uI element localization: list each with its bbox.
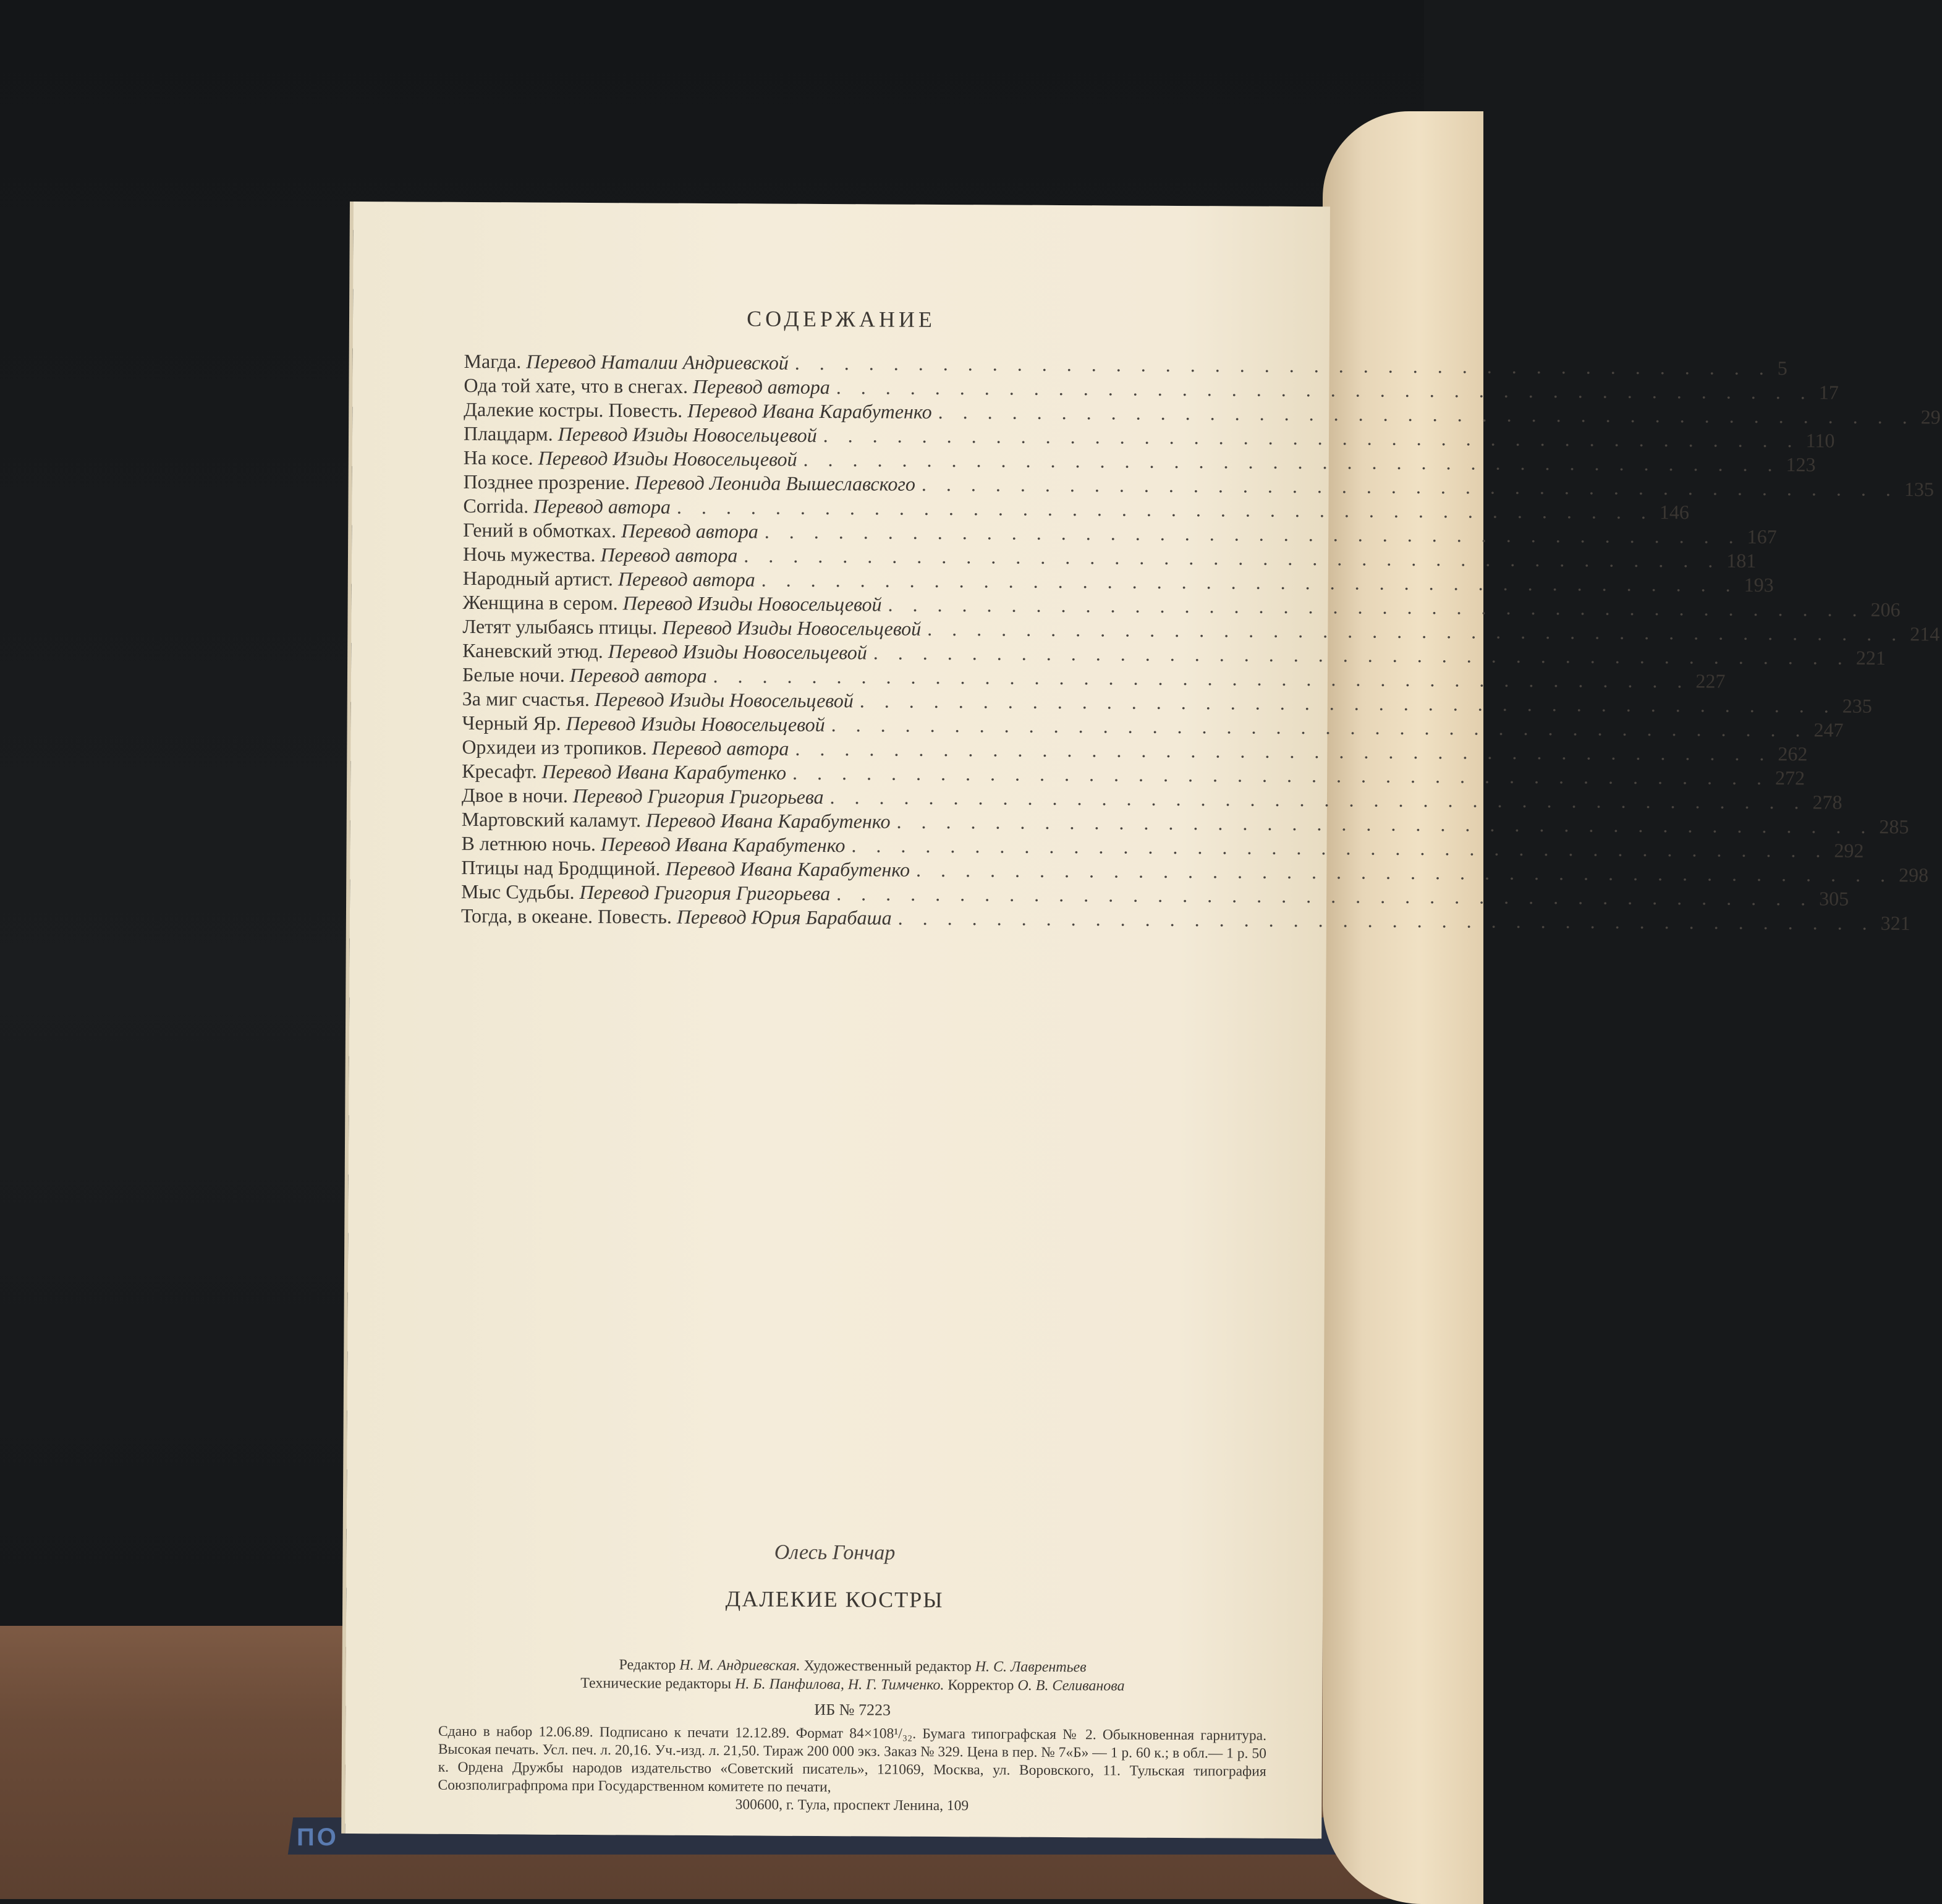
toc-work-title: Гений в обмотках.: [463, 518, 617, 542]
toc-leader-dots: . . . . . . . . . . . . . . . . . . . . . . . . . . . . . . . . . . . . . . . .: [921, 472, 1898, 501]
toc-page-number: 181: [1726, 549, 1757, 572]
toc-translator: Перевод автора: [617, 567, 755, 591]
toc-leader-dots: . . . . . . . . . . . . . . . . . . . . . . . . . . . . . . . . . . . . . . . .: [829, 786, 1807, 814]
editor-name: Н. М. Андриевская.: [679, 1657, 800, 1674]
toc-entry-title: [464, 446, 797, 472]
toc-entry: [463, 470, 1934, 501]
toc-entry-title: [463, 494, 671, 519]
toc-page-number: 292: [1834, 839, 1864, 862]
toc-entry: [461, 856, 1929, 886]
toc-page-number: 321: [1880, 911, 1910, 935]
toc-page-number: 193: [1744, 573, 1774, 597]
toc-leader-dots: . . . . . . . . . . . . . . . . . . . . . . . . . . . . . . . . . . . . . . . .: [744, 544, 1721, 572]
toc-translator: Перевод автора: [651, 736, 789, 760]
toc-entry: [462, 711, 1844, 741]
toc-entry: [463, 518, 1777, 548]
toc-work-title: Далекие костры. Повесть.: [464, 397, 683, 422]
toc-leader-dots: . . . . . . . . . . . . . . . . . . . . . . . . . . . . . . . . . . . . . . . .: [915, 858, 1893, 886]
toc-work-title: Орхидеи из тропиков.: [462, 735, 647, 759]
toc-leader-dots: . . . . . . . . . . . . . . . . . . . . . . . . . . . . . . . . . . . . . . . .: [676, 495, 1653, 524]
toc-leader-dots: . . . . . . . . . . . . . . . . . . . . . . . . . . . . . . . . . . . . . . . .: [761, 568, 1738, 596]
toc-work-title: На косе.: [463, 446, 533, 469]
toc-work-title: Белые ночи.: [462, 663, 565, 686]
toc-translator: Перевод Изиды Новосельцевой: [622, 592, 882, 616]
toc-page-number: 247: [1813, 718, 1844, 741]
toc-entry: [463, 446, 1816, 476]
toc-leader-dots: . . . . . . . . . . . . . . . . . . . . . . . . . . . . . . . . . . . . . . . .: [851, 834, 1828, 862]
art-editor-label: Художественный редактор: [804, 1657, 972, 1675]
colophon-title: ДАЛЕКИЕ КОСТРЫ: [725, 1586, 944, 1613]
toc-translator: Перевод Наталии Андриевской: [526, 350, 789, 374]
toc-work-title: Мыс Судьбы.: [461, 880, 575, 903]
toc-work-title: За миг счастья.: [462, 687, 590, 711]
tech-editors-label: Технические редакторы: [580, 1675, 732, 1693]
toc-entry-title: [463, 542, 738, 567]
toc-page-number: 110: [1805, 429, 1835, 452]
toc-work-title: Corrida.: [463, 494, 529, 517]
toc-entry: [464, 349, 1787, 380]
toc-page-number: 146: [1659, 501, 1689, 524]
toc-entry: [462, 687, 1872, 717]
toc-page-number: 221: [1855, 646, 1886, 669]
corrector-label: Корректор: [948, 1677, 1014, 1694]
toc-leader-dots: . . . . . . . . . . . . . . . . . . . . . . . . . . . . . . . . . . . . . . . .: [938, 400, 1915, 428]
toc-translator: Перевод автора: [533, 495, 671, 518]
toc-page-number: 29: [1920, 406, 1941, 428]
toc-translator: Перевод Изиды Новосельцевой: [662, 616, 922, 640]
toc-entry-title: [462, 783, 824, 809]
toc-work-title: Позднее прозрение.: [463, 470, 630, 494]
toc-work-title: Кресафт.: [462, 759, 537, 783]
toc-entry-title: [462, 711, 825, 737]
toc-work-title: Черный Яр.: [462, 711, 561, 734]
tech-editors-line: [438, 1673, 1266, 1696]
toc-translator: Перевод Ивана Карабутенко: [541, 760, 787, 784]
toc-entry-title: [461, 856, 910, 882]
toc-page-number: 123: [1786, 453, 1816, 476]
toc-page-number: 305: [1819, 887, 1849, 910]
toc-entry-title: [463, 590, 882, 617]
toc-leader-dots: . . . . . . . . . . . . . . . . . . . . . . . . . . . . . . . . . . . . . . . .: [897, 906, 1875, 934]
colophon-author: Олесь Гончар: [774, 1541, 896, 1565]
toc-page-number: 262: [1778, 742, 1808, 765]
toc-entry: [462, 759, 1805, 789]
toc-entry-title: [462, 759, 786, 785]
toc-entry-title: [464, 373, 830, 399]
toc-page-number: 135: [1904, 478, 1934, 501]
toc-page-number: 17: [1818, 381, 1839, 404]
toc-leader-dots: . . . . . . . . . . . . . . . . . . . . . . . . . . . . . . . . . . . . . . . .: [794, 351, 1771, 380]
toc-leader-dots: . . . . . . . . . . . . . . . . . . . . . . . . . . . . . . . . . . . . . . . .: [873, 641, 1850, 669]
toc-page-number: 227: [1695, 669, 1726, 692]
book-cover-lettering: ПО: [297, 1824, 339, 1851]
toc-page-number: 235: [1842, 694, 1872, 717]
toc-translator: Перевод Изиды Новосельцевой: [608, 640, 867, 664]
toc-page-number: 5: [1777, 357, 1787, 380]
toc-entry: [464, 397, 1941, 428]
toc-entry: [462, 663, 1726, 692]
toc-work-title: Птицы над Бродщиной.: [461, 856, 661, 880]
toc-page-number: 285: [1879, 815, 1909, 838]
toc-entry-title: [462, 735, 789, 761]
toc-work-title: Каневский этюд.: [462, 639, 603, 663]
toc-entry-title: [464, 349, 789, 375]
toc-translator: Перевод Леонида Вышеславского: [634, 471, 915, 495]
toc-translator: Перевод Изиды Новосельцевой: [558, 422, 817, 446]
toc-work-title: Ночь мужества.: [462, 542, 596, 566]
toc-page-number: 214: [1910, 623, 1940, 645]
toc-translator: Перевод Ивана Карабутенко: [687, 399, 932, 423]
toc-work-title: Летят улыбаясь птицы.: [462, 614, 658, 639]
toc-translator: Перевод Ивана Карабутенко: [645, 809, 891, 833]
toc-entry-title: [462, 687, 854, 713]
toc-work-title: Ода той хате, что в снегах.: [464, 373, 689, 397]
toc-entry: [462, 614, 1940, 645]
toc-entry-title: [461, 880, 830, 906]
toc-work-title: Магда.: [464, 349, 522, 373]
toc-entry: [463, 422, 1835, 452]
toc-entry: [461, 783, 1842, 814]
toc-entry: [461, 831, 1864, 862]
toc-leader-dots: . . . . . . . . . . . . . . . . . . . . . . . . . . . . . . . . . . . . . . . .: [795, 737, 1772, 765]
toc-page-number: 278: [1812, 791, 1842, 814]
toc-work-title: В летнюю ночь.: [461, 831, 596, 856]
toc-leader-dots: . . . . . . . . . . . . . . . . . . . . . . . . . . . . . . . . . . . . . . . .: [888, 593, 1865, 621]
toc-entry-title: [463, 518, 758, 543]
toc-leader-dots: . . . . . . . . . . . . . . . . . . . . . . . . . . . . . . . . . . . . . . . .: [713, 665, 1690, 692]
toc-entry-title: [462, 807, 891, 834]
toc-entry-title: [463, 566, 755, 592]
toc-leader-dots: . . . . . . . . . . . . . . . . . . . . . . . . . . . . . . . . . . . . . . . .: [803, 448, 1780, 476]
toc-entry-title: [464, 422, 817, 448]
toc-entry-title: [461, 904, 892, 930]
toc-leader-dots: . . . . . . . . . . . . . . . . . . . . . . . . . . . . . . . . . . . . . . . .: [927, 617, 1904, 645]
toc-translator: Перевод Ивана Карабутенко: [665, 857, 910, 881]
toc-leader-dots: . . . . . . . . . . . . . . . . . . . . . . . . . . . . . . . . . . . . . . . .: [859, 689, 1836, 717]
editor-label: Редактор: [619, 1657, 676, 1673]
toc-translator: Перевод Ивана Карабутенко: [600, 833, 846, 857]
toc-work-title: Мартовский каламут.: [461, 807, 642, 831]
ib-number: ИБ № 7223: [814, 1700, 891, 1719]
imprint-address: 300600, г. Тула, проспект Ленина, 109: [735, 1796, 969, 1814]
toc-translator: Перевод автора: [569, 663, 707, 687]
corrector-name: О. В. Селиванова: [1017, 1677, 1125, 1694]
toc-entry: [462, 735, 1808, 765]
toc-translator: Перевод Изиды Новосельцевой: [566, 712, 825, 736]
toc-leader-dots: . . . . . . . . . . . . . . . . . . . . . . . . . . . . . . . . . . . . . . . .: [823, 423, 1800, 452]
table-of-contents: [460, 349, 1941, 935]
toc-page-number: 272: [1775, 767, 1805, 789]
book-page: [345, 202, 1941, 1838]
toc-entry: [462, 639, 1886, 669]
toc-entry: [463, 494, 1689, 524]
toc-work-title: Двое в ночи.: [461, 783, 569, 807]
toc-leader-dots: . . . . . . . . . . . . . . . . . . . . . . . . . . . . . . . . . . . . . . . .: [831, 713, 1808, 741]
toc-translator: Перевод автора: [621, 519, 758, 543]
toc-work-title: Плацдарм.: [463, 422, 553, 445]
toc-translator: Перевод Изиды Новосельцевой: [594, 688, 854, 712]
toc-entry-title: [462, 663, 707, 688]
toc-work-title: Народный артист.: [462, 566, 613, 590]
toc-page-number: 167: [1747, 525, 1777, 548]
imprint-text: Сдано в набор 12.06.89. Подписано к печати 12.12.89. Формат 84×108¹/₃₂. Бумага типографская № 2. Обыкновенная гарнитура. Высокая печать. Усл. печ. л. 20,16. Уч.-изд. л. 21,50. Тираж 200 000 экз. Заказ № 329. Цена в пер. № 7«Б» — 1 р. 60 к.; в обл.— 1 р. 50 к. Ордена Дружбы народов издательство «Советский писатель», 121069, Москва, ул. Воровского, 11. Тульская типография Союзполиграфпрома при Государственном комитете по печати,: [438, 1723, 1267, 1796]
toc-heading: СОДЕРЖАНИЕ: [747, 306, 936, 332]
toc-entry: [462, 566, 1774, 597]
toc-entry: [461, 880, 1849, 910]
toc-leader-dots: . . . . . . . . . . . . . . . . . . . . . . . . . . . . . . . . . . . . . . . .: [764, 520, 1741, 548]
toc-translator: Перевод Изиды Новосельцевой: [538, 446, 797, 470]
toc-leader-dots: . . . . . . . . . . . . . . . . . . . . . . . . . . . . . . . . . . . . . . . .: [836, 882, 1813, 910]
toc-entry-title: [464, 470, 915, 496]
toc-entry-title: [462, 614, 921, 641]
toc-translator: Перевод автора: [600, 543, 738, 567]
toc-page-number: 206: [1870, 598, 1901, 621]
toc-leader-dots: . . . . . . . . . . . . . . . . . . . . . . . . . . . . . . . . . . . . . . . .: [896, 810, 1873, 838]
toc-leader-dots: . . . . . . . . . . . . . . . . . . . . . . . . . . . . . . . . . . . . . . . .: [836, 376, 1813, 404]
toc-entry-title: [464, 397, 932, 424]
toc-entry: [461, 807, 1909, 838]
toc-translator: Перевод автора: [692, 375, 830, 399]
colophon-credits: [438, 1655, 1266, 1817]
toc-entry: [464, 373, 1839, 404]
toc-translator: Перевод Юрия Барабаша: [676, 905, 892, 929]
toc-translator: Перевод Григория Григорьева: [572, 784, 824, 808]
toc-entry-title: [461, 831, 845, 857]
toc-entry: [462, 542, 1757, 572]
toc-translator: Перевод Григория Григорьева: [579, 880, 831, 905]
toc-work-title: Женщина в сером.: [462, 590, 618, 614]
toc-entry-title: [462, 639, 867, 665]
toc-entry: [460, 904, 1910, 935]
toc-work-title: Тогда, в океане. Повесть.: [460, 904, 672, 928]
toc-leader-dots: . . . . . . . . . . . . . . . . . . . . . . . . . . . . . . . . . . . . . . . .: [792, 761, 1770, 789]
tech-editors-names: Н. Б. Панфилова, Н. Г. Тимченко.: [735, 1676, 944, 1694]
toc-entry: [462, 590, 1901, 621]
art-editor-name: Н. С. Лаврентьев: [975, 1659, 1087, 1676]
toc-page-number: 298: [1898, 864, 1929, 886]
